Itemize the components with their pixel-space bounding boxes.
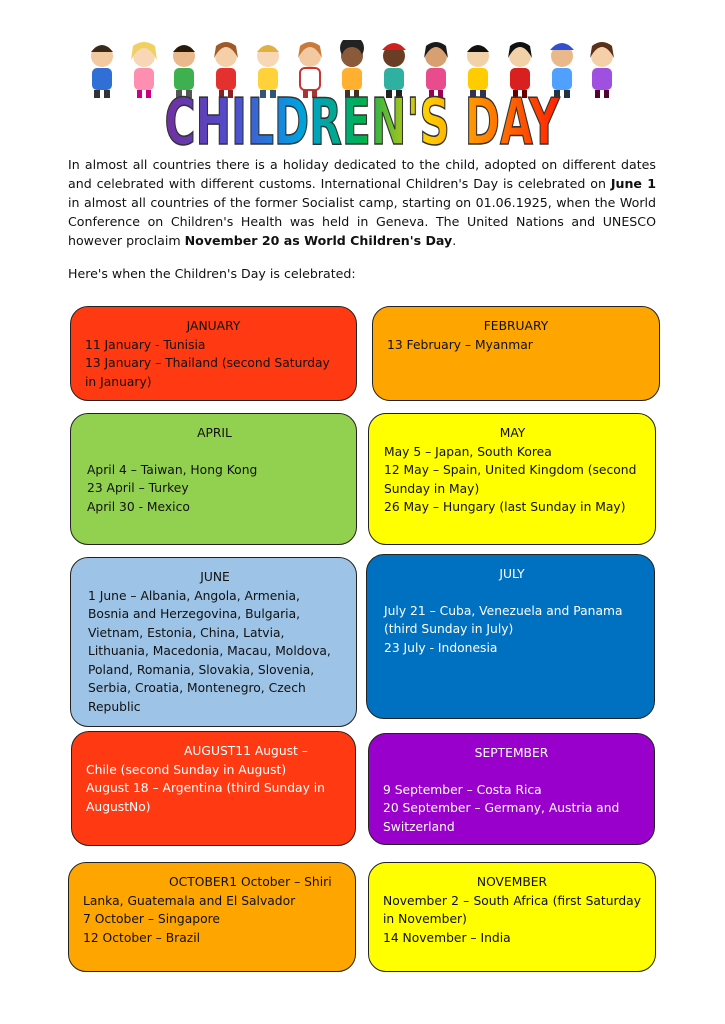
- month-heading: JULY: [499, 567, 525, 581]
- month-entry: 23 July - Indonesia: [384, 640, 498, 655]
- spacer: [383, 763, 640, 781]
- month-entry: 20 September – Germany, Austria and Switzerland: [383, 801, 620, 834]
- month-box-february: [372, 306, 660, 401]
- month-entry: July 21 – Cuba, Venezuela and Panama (third Sunday in July): [384, 603, 623, 636]
- month-heading: JUNE: [200, 570, 230, 584]
- month-box-june: [70, 557, 357, 727]
- month-entry: April 30 - Mexico: [87, 499, 190, 514]
- spacer: [87, 443, 342, 461]
- month-box-september: [368, 733, 655, 845]
- month-entry: 7 October – Singapore: [83, 912, 220, 926]
- month-entry: 13 February – Myanmar: [387, 337, 533, 352]
- page-title: [0, 76, 725, 166]
- intro-text-2: in almost all countries of the former Socialist camp, starting on 01.06.1925, when the World Conference on Children's Health was held in Geneva. The United Nations and UNESCO however proclaim: [68, 195, 656, 248]
- month-box-may: [368, 413, 656, 545]
- month-entry: 1 October – Shiri Lanka, Guatemala and El Salvador: [83, 875, 332, 908]
- month-box-july: [366, 554, 655, 719]
- month-entry: August 18 – Argentina (third Sunday in AugustNo): [86, 781, 325, 814]
- month-heading: OCTOBER: [169, 875, 230, 889]
- month-box-april: [70, 413, 357, 545]
- month-box-august: [71, 731, 356, 846]
- title-text: CHILDREN'S DAY: [164, 86, 560, 160]
- intro-paragraph: [68, 155, 656, 250]
- intro-bold-november: November 20 as World Children's Day: [184, 233, 453, 248]
- month-entry: 11 January - Tunisia: [85, 337, 206, 352]
- month-entry: May 5 – Japan, South Korea: [384, 444, 552, 459]
- month-entry: 13 January – Thailand (second Saturday in January): [85, 356, 330, 389]
- month-entry: 23 April – Turkey: [87, 481, 189, 495]
- month-entry: 11 August – Chile (second Sunday in August): [86, 744, 308, 777]
- month-heading: SEPTEMBER: [474, 746, 549, 760]
- month-entry: 26 May – Hungary (last Sunday in May): [384, 500, 626, 514]
- month-entry: 1 June – Albania, Angola, Armenia, Bosnia and Herzegovina, Bulgaria, Vietnam, Estonia, China, Latvia, Lithuania, Macedonia, Macau, Moldova, Poland, Romania, Slovakia, Slovenia, Serbia, Croatia, Montenegro, Czech Republic: [88, 588, 331, 714]
- month-entry: 14 November – India: [383, 930, 511, 945]
- lead-text: Here's when the Children's Day is celebrated:: [68, 266, 356, 281]
- intro-text-3: .: [452, 233, 457, 248]
- month-heading: NOVEMBER: [476, 875, 548, 889]
- month-box-november: [368, 862, 656, 972]
- spacer: [384, 584, 640, 602]
- month-heading-row: [83, 873, 341, 910]
- month-entry: April 4 – Taiwan, Hong Kong: [87, 462, 258, 477]
- intro-bold-june: June 1: [610, 176, 656, 191]
- month-entry: November 2 – South Africa (first Saturday in November): [383, 893, 641, 926]
- month-box-january: [70, 306, 357, 401]
- month-entry: 9 September – Costa Rica: [383, 782, 542, 797]
- month-entry: 12 May – Spain, United Kingdom (second Sunday in May): [384, 463, 637, 496]
- month-heading: AUGUST: [184, 744, 236, 758]
- month-heading: MAY: [499, 426, 526, 440]
- intro-text-1: In almost all countries there is a holiday dedicated to the child, adopted on different dates and celebrated with different customs. International Children's Day is celebrated on: [68, 157, 656, 191]
- month-entry: 12 October – Brazil: [83, 930, 201, 945]
- month-heading: FEBRUARY: [483, 319, 549, 333]
- month-heading: JANUARY: [186, 319, 241, 333]
- month-box-october: [68, 862, 356, 972]
- month-heading-row: [86, 742, 341, 779]
- month-heading: APRIL: [197, 426, 232, 440]
